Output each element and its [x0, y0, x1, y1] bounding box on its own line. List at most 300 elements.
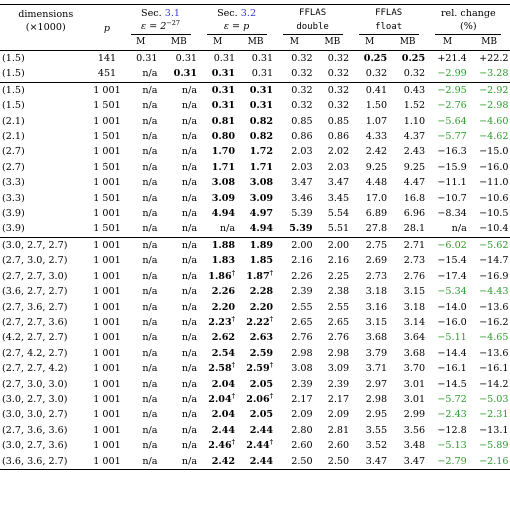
table-row	[0, 423, 510, 438]
table-row	[0, 330, 510, 345]
timing-cell: n/a	[181, 208, 198, 220]
timing-cell: 0.31	[173, 68, 198, 80]
timing-cell: 2.06†	[246, 391, 274, 405]
timing-cell: 5.54	[327, 208, 350, 220]
timing-cell: 16.8	[403, 192, 426, 204]
timing-cell: 0.25	[351, 51, 389, 67]
table-row	[0, 129, 510, 144]
timing-cell: 3.48	[403, 440, 426, 452]
timing-cell: n/a	[181, 131, 198, 143]
timing-cell: 2.76	[403, 270, 426, 282]
rel-change-sub: (%)	[427, 20, 510, 35]
timing-cell: 3.70	[403, 363, 426, 375]
table-body	[0, 51, 510, 470]
timing-cell: 0.43	[389, 82, 427, 98]
timing-cell: 1.83	[211, 255, 236, 267]
timing-cell: 4.33	[365, 131, 388, 143]
rel-change-cell: −14.2	[479, 378, 509, 390]
p-cell: 1 001	[92, 454, 123, 470]
timing-cell: 0.31	[237, 82, 275, 98]
dimensions-cell: (1.5)	[2, 68, 25, 80]
timing-cell: 2.00	[275, 237, 315, 253]
timing-cell: n/a	[142, 177, 158, 189]
timing-cell: 2.76	[291, 332, 313, 344]
timing-cell: 1.71	[211, 161, 236, 173]
timing-cell: n/a	[142, 131, 158, 143]
dagger-mark: †	[269, 314, 274, 323]
rel-change-cell: −2.16	[468, 454, 510, 470]
dagger-mark: †	[269, 360, 274, 369]
timing-cell: 2.50	[275, 454, 315, 470]
timing-cell: 2.00	[314, 237, 351, 253]
timing-cell: 4.48	[365, 177, 388, 189]
timing-cell: n/a	[142, 347, 158, 359]
timing-cell: n/a	[123, 454, 160, 470]
dagger-mark: †	[231, 437, 236, 446]
timing-cell: n/a	[181, 332, 198, 344]
timing-cell: 2.98	[327, 347, 350, 359]
timing-cell: 6.89	[365, 208, 388, 220]
timing-cell: 3.09	[327, 363, 350, 375]
dimensions-cell: (3.0, 2.7, 3.6)	[2, 440, 68, 452]
timing-cell: 0.41	[351, 82, 389, 98]
timing-cell: 1.50	[365, 100, 388, 112]
timing-cell: 2.54	[211, 347, 236, 359]
p-cell: 141	[92, 51, 123, 67]
timing-cell: n/a	[181, 255, 198, 267]
timing-cell: 2.28	[249, 286, 274, 298]
timing-cell: 3.16	[365, 301, 388, 313]
timing-cell: 2.05	[249, 409, 274, 421]
timing-cell: 2.98	[291, 347, 313, 359]
timing-cell: 0.31	[123, 51, 160, 67]
timing-cell: 2.03	[291, 146, 313, 158]
timing-cell: n/a	[142, 363, 158, 375]
rel-change-cell: −2.99	[437, 68, 467, 80]
dagger-mark: †	[231, 314, 236, 323]
timing-cell: 0.85	[291, 115, 313, 127]
dimensions-cell: (2.7, 2.7, 3.0)	[2, 270, 68, 282]
timing-cell: 28.1	[403, 223, 426, 235]
timing-cell: n/a	[181, 223, 198, 235]
timing-cell: n/a	[142, 161, 158, 173]
p-cell: 1 001	[93, 424, 121, 436]
rel-change-cell: −10.4	[479, 223, 509, 235]
dagger-mark: †	[231, 391, 236, 400]
timing-cell: 3.47	[389, 454, 427, 470]
rel-change-cell: −16.0	[437, 316, 467, 328]
timing-cell: 3.08	[291, 363, 313, 375]
table-row	[0, 175, 510, 190]
timing-cell: n/a	[142, 223, 158, 235]
col-mb-header: MB	[399, 37, 416, 47]
timing-cell: n/a	[142, 100, 158, 112]
timing-cell: 0.32	[365, 68, 388, 80]
dimensions-cell: (3.6, 3.6, 2.7)	[0, 454, 92, 470]
timing-cell: 2.80	[291, 424, 313, 436]
timing-cell: 1.71	[249, 161, 274, 173]
timing-cell: 1.89	[237, 237, 275, 253]
timing-cell: n/a	[219, 223, 236, 235]
timing-cell: 2.02	[327, 146, 350, 158]
rel-change-cell: −14.0	[437, 301, 467, 313]
sec32-link[interactable]: 3.2	[240, 8, 257, 19]
p-cell: 1 001	[93, 332, 121, 344]
rel-change-cell: −11.1	[437, 177, 467, 189]
rel-change-cell: −5.03	[479, 393, 509, 405]
p-cell: 1 001	[93, 363, 121, 375]
p-cell: 1 001	[93, 409, 121, 421]
timing-cell: 2.16	[291, 255, 313, 267]
dimensions-cell: (3.0, 2.7, 3.0)	[2, 393, 68, 405]
rel-change-cell: −2.31	[479, 409, 509, 421]
fflas-float-sub: float	[351, 20, 427, 35]
timing-cell: 2.17	[291, 393, 313, 405]
timing-cell: 3.18	[365, 286, 388, 298]
timing-cell: n/a	[181, 270, 198, 282]
timing-cell: n/a	[181, 409, 198, 421]
timing-cell: 1.72	[249, 146, 274, 158]
sec31-epsilon: $\varepsilon = 2^{-27}$	[123, 20, 199, 35]
timing-cell: n/a	[142, 316, 158, 328]
p-cell: 1 001	[93, 378, 121, 390]
table-row	[0, 206, 510, 221]
table-row	[0, 144, 510, 159]
timing-cell: 2.60	[327, 440, 350, 452]
rel-change-cell: −2.95	[427, 82, 469, 98]
timing-cell: 2.20	[249, 301, 274, 313]
rel-change-cell: −16.2	[479, 316, 509, 328]
p-cell: 1 001	[93, 440, 121, 452]
timing-cell: 5.39	[289, 223, 313, 235]
table-row	[0, 407, 510, 422]
p-cell: 451	[97, 68, 117, 80]
p-cell: 1 001	[92, 82, 123, 98]
timing-cell: 4.47	[403, 177, 426, 189]
timing-cell: 3.09	[211, 192, 236, 204]
timing-cell: n/a	[181, 424, 198, 436]
timing-cell: 2.05	[249, 378, 274, 390]
timing-cell: 1.10	[403, 115, 426, 127]
rel-change-cell: −14.7	[479, 255, 509, 267]
timing-cell: 2.58†	[208, 360, 236, 375]
timing-cell: 2.99	[403, 409, 426, 421]
timing-cell: 1.86†	[208, 268, 236, 282]
timing-cell: n/a	[181, 177, 198, 189]
timing-cell: 3.56	[403, 424, 426, 436]
dimensions-cell: (3.9)	[2, 208, 25, 220]
timing-cell: 9.25	[365, 161, 388, 173]
timing-cell: 2.46†	[208, 437, 236, 452]
col-m-header: M	[442, 37, 453, 47]
timing-cell: 2.44	[249, 424, 274, 436]
timing-cell: 2.75	[351, 237, 389, 253]
p-cell: 1 001	[93, 393, 121, 405]
timing-cell: 4.37	[403, 131, 426, 143]
timing-cell: 2.04	[211, 409, 236, 421]
rel-change-cell: −10.7	[437, 192, 467, 204]
rel-change-cell: −2.98	[479, 100, 509, 112]
timing-cell: n/a	[181, 440, 198, 452]
timing-cell: 3.64	[403, 332, 426, 344]
rel-change-cell: −8.34	[437, 208, 467, 220]
table-row	[0, 269, 510, 284]
p-cell: 1 001	[93, 347, 121, 359]
dimensions-cell: (2.7, 2.7, 4.2)	[2, 363, 68, 375]
timing-cell: 0.32	[291, 68, 313, 80]
timing-cell: n/a	[142, 301, 158, 313]
dimensions-cell: (3.9)	[2, 223, 25, 235]
table-row	[0, 66, 510, 82]
sec32-epsilon: ε = p	[199, 20, 275, 35]
fflas-double-sub: double	[275, 20, 351, 35]
rel-change-cell: −11.0	[479, 177, 509, 189]
p-cell: 1 501	[93, 100, 121, 112]
timing-cell: 2.03	[327, 161, 350, 173]
rel-change-cell: −15.4	[437, 255, 467, 267]
timing-cell: n/a	[142, 332, 158, 344]
timing-cell: 5.51	[327, 223, 350, 235]
rel-change-cell: −12.8	[437, 424, 467, 436]
timing-cell: 0.31	[211, 100, 236, 112]
p-cell: 1 001	[93, 286, 121, 298]
dagger-mark: †	[231, 268, 236, 277]
rel-change-cell: −17.4	[437, 270, 467, 282]
rel-change-cell: −4.60	[479, 115, 509, 127]
timing-cell: 3.68	[365, 332, 388, 344]
timing-cell: 2.55	[291, 301, 313, 313]
rel-change-cell: −2.43	[437, 409, 467, 421]
timing-cell: 3.52	[365, 440, 388, 452]
rel-change-cell: −4.43	[479, 286, 509, 298]
timing-cell: 3.79	[365, 347, 388, 359]
dimensions-cell: (4.2, 2.7, 2.7)	[2, 332, 68, 344]
timing-cell: n/a	[181, 378, 198, 390]
timing-cell: 3.14	[403, 316, 426, 328]
rel-change-cell: −6.02	[427, 237, 469, 253]
timing-cell: 0.31	[237, 51, 275, 67]
timing-cell: n/a	[142, 286, 158, 298]
timing-cell: n/a	[181, 286, 198, 298]
timing-cell: n/a	[181, 301, 198, 313]
timing-cell: n/a	[181, 146, 198, 158]
timing-cell: n/a	[159, 237, 199, 253]
dimensions-cell: (2.1)	[2, 115, 25, 127]
timing-cell: 2.97	[365, 378, 388, 390]
timing-cell: 3.15	[365, 316, 388, 328]
timing-cell: n/a	[181, 393, 198, 405]
timing-cell: n/a	[142, 192, 158, 204]
timing-cell: 2.95	[365, 409, 388, 421]
timing-cell: 2.59†	[246, 360, 274, 375]
timing-cell: 2.16	[327, 255, 350, 267]
rel-change-cell: +22.2	[468, 51, 510, 67]
timing-cell: 0.82	[249, 131, 274, 143]
dagger-mark: †	[231, 360, 236, 369]
dimensions-cell: (2.7)	[2, 146, 25, 158]
p-cell: 1 001	[93, 301, 121, 313]
rel-change-header: rel. change	[427, 5, 510, 21]
rel-change-cell: −15.9	[437, 161, 467, 173]
table-row	[0, 82, 510, 98]
timing-cell: 0.32	[275, 82, 315, 98]
fflas-float-header: FFLAS	[351, 5, 427, 21]
timing-cell: 2.69	[365, 255, 388, 267]
timing-cell: 27.8	[365, 223, 388, 235]
timing-cell: 3.45	[327, 192, 350, 204]
timing-cell: 1.07	[365, 115, 388, 127]
rel-change-cell: −14.5	[437, 378, 467, 390]
timing-cell: n/a	[159, 82, 199, 98]
table-row	[0, 114, 510, 129]
timing-cell: 3.46	[291, 192, 313, 204]
timing-cell: 3.55	[365, 424, 388, 436]
rel-change-cell: −2.76	[437, 100, 467, 112]
dimensions-label: dimensions	[18, 9, 74, 20]
rel-change-cell: −4.62	[479, 131, 509, 143]
timing-cell: 0.82	[249, 115, 274, 127]
col-m-header: M	[212, 37, 223, 47]
timing-cell: 3.71	[365, 363, 388, 375]
rel-change-cell: −5.64	[437, 115, 467, 127]
timing-cell: 4.94	[249, 223, 274, 235]
timing-cell: 0.80	[211, 131, 236, 143]
rel-change-cell: −10.6	[479, 192, 509, 204]
table-row	[0, 361, 510, 376]
rel-change-cell: −13.6	[479, 347, 509, 359]
timing-cell: 2.42	[199, 454, 237, 470]
col-mb-header: MB	[170, 37, 187, 47]
timing-cell: 6.96	[403, 208, 426, 220]
timing-cell: 2.76	[327, 332, 350, 344]
dimensions-cell: (2.7, 4.2, 2.7)	[2, 347, 68, 359]
timing-cell: 0.31	[249, 100, 274, 112]
dagger-mark: †	[269, 391, 274, 400]
timing-cell: 2.26	[291, 270, 313, 282]
dimensions-cell: (2.7, 3.0, 2.7)	[2, 255, 68, 267]
rel-change-cell: −3.28	[479, 68, 509, 80]
timing-cell: 4.97	[249, 208, 274, 220]
timing-cell: n/a	[142, 378, 158, 390]
timing-cell: 3.18	[403, 301, 426, 313]
col-m-header: M	[136, 37, 146, 47]
rel-change-cell: −5.77	[437, 131, 467, 143]
timing-cell: 2.44†	[246, 437, 274, 452]
timing-cell: 2.09	[327, 409, 350, 421]
timing-cell: 2.44	[211, 424, 236, 436]
timing-cell: 3.47	[327, 177, 350, 189]
p-cell: 1 001	[93, 115, 121, 127]
timing-cell: 2.65	[327, 316, 350, 328]
rel-change-cell: −10.5	[479, 208, 509, 220]
timing-cell: 0.31	[159, 51, 199, 67]
p-header: p	[92, 5, 123, 51]
timing-cell: n/a	[142, 255, 158, 267]
rel-change-cell: −13.6	[479, 301, 509, 313]
p-cell: 1 501	[93, 131, 121, 143]
sec31-link[interactable]: 3.1	[164, 8, 181, 19]
rel-change-cell: −16.0	[479, 161, 509, 173]
table-row	[0, 237, 510, 253]
timing-cell: 0.31	[199, 82, 237, 98]
timing-cell: 1.87†	[246, 268, 274, 282]
fflas-double-header: FFLAS	[275, 5, 351, 21]
timing-cell: n/a	[181, 100, 198, 112]
timing-cell: 0.32	[403, 68, 426, 80]
dagger-mark: †	[269, 437, 274, 446]
rel-change-cell: −16.1	[437, 363, 467, 375]
timing-cell: n/a	[142, 424, 158, 436]
timing-cell: 0.32	[314, 82, 351, 98]
dimensions-cell: (3.0, 3.0, 2.7)	[2, 409, 68, 421]
dimensions-cell: (3.0, 2.7, 2.7)	[0, 237, 92, 253]
timing-cell: 2.73	[403, 255, 426, 267]
col-mb-header: MB	[247, 37, 264, 47]
table-row	[0, 221, 510, 237]
timing-cell: n/a	[181, 347, 198, 359]
timing-cell: 2.60	[291, 440, 313, 452]
timing-cell: 2.65	[291, 316, 313, 328]
timing-cell: 0.31	[199, 51, 237, 67]
dimensions-cell: (2.7, 2.7, 3.6)	[2, 316, 68, 328]
timing-cell: 2.04†	[208, 391, 236, 405]
timing-cell: n/a	[142, 440, 158, 452]
timing-cell: 3.08	[249, 177, 274, 189]
rel-change-cell: −16.1	[479, 363, 509, 375]
timing-cell: 2.39	[291, 378, 313, 390]
dimensions-cell: (2.7, 3.6, 2.7)	[2, 301, 68, 313]
timing-cell: 17.0	[365, 192, 388, 204]
rel-change-cell: −16.9	[479, 270, 509, 282]
p-cell: 1 501	[93, 161, 121, 173]
p-cell: 1 001	[93, 208, 121, 220]
dimensions-cell: (1.5)	[0, 51, 92, 67]
timing-cell: n/a	[181, 161, 198, 173]
timing-cell: 2.98	[365, 393, 388, 405]
timing-cell: 0.31	[251, 68, 274, 80]
table-row	[0, 346, 510, 361]
timing-cell: 2.26	[211, 286, 236, 298]
table-row	[0, 300, 510, 315]
timing-cell: 0.32	[291, 100, 313, 112]
rel-change-cell: +21.4	[427, 51, 469, 67]
timing-cell: 5.39	[291, 208, 313, 220]
rel-change-cell: −5.62	[468, 237, 510, 253]
timing-cell: 3.09	[249, 192, 274, 204]
rel-change-cell: −5.89	[479, 440, 509, 452]
timing-cell: n/a	[159, 454, 199, 470]
timing-cell: 2.23†	[208, 314, 236, 328]
timing-cell: 2.22†	[246, 314, 274, 328]
timing-cell: 2.39	[291, 286, 313, 298]
col-mb-header: MB	[481, 37, 498, 47]
timing-cell: 2.17	[327, 393, 350, 405]
timing-cell: n/a	[181, 192, 198, 204]
dimensions-cell: (3.3)	[2, 192, 25, 204]
p-cell: 1 001	[93, 255, 121, 267]
p-cell: 1 001	[93, 146, 121, 158]
col-m-header: M	[365, 37, 375, 47]
timing-cell: 2.44	[237, 454, 275, 470]
timing-cell: 0.81	[211, 115, 236, 127]
timing-cell: 9.25	[403, 161, 426, 173]
dimensions-cell: (2.7)	[2, 161, 25, 173]
timing-cell: n/a	[142, 393, 158, 405]
dimensions-cell: (3.6, 2.7, 2.7)	[2, 286, 68, 298]
timing-cell: 0.25	[389, 51, 427, 67]
table-row	[0, 253, 510, 268]
timing-cell: n/a	[142, 115, 158, 127]
